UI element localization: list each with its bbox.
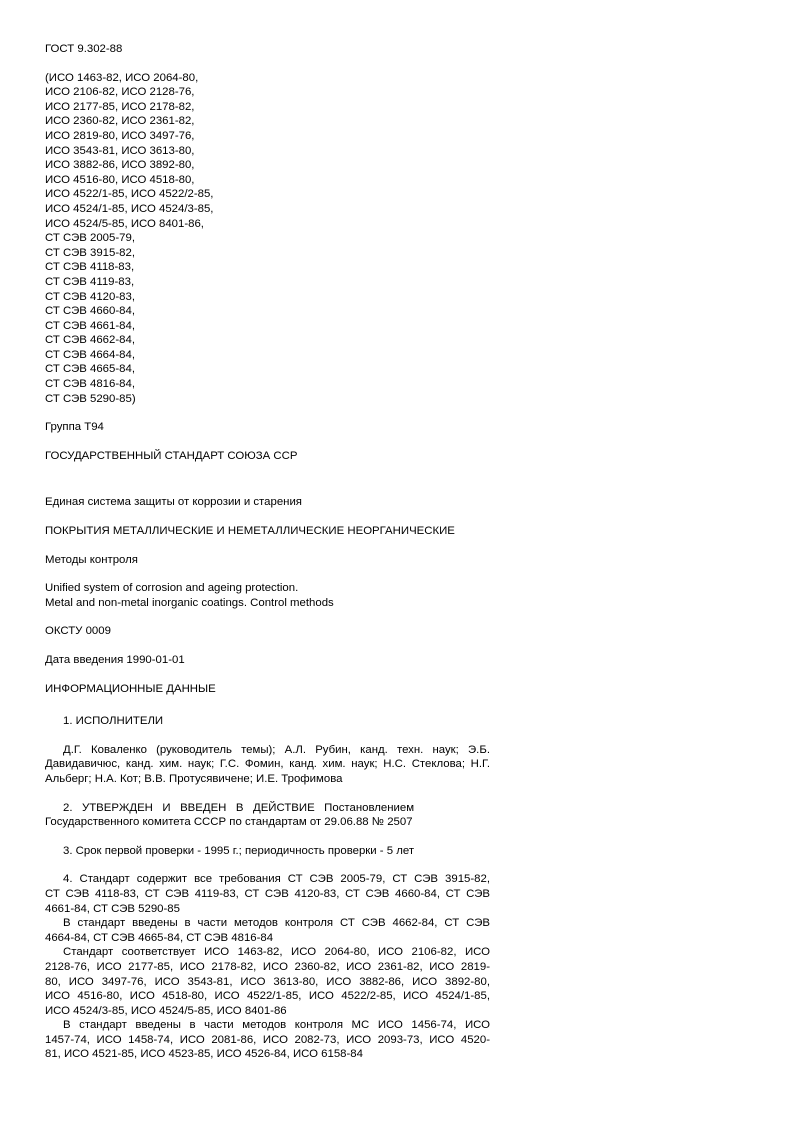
section-4-line: 4. Стандарт содержит все требования СТ СЭВ 2005-79, СТ СЭВ 3915-82, [63, 873, 490, 886]
section-4-body [45, 872, 490, 1062]
list-item: ИСО 2106-82, ИСО 2128-76, [45, 86, 195, 99]
document-page [45, 42, 490, 1062]
oksty-code: ОКСТУ 0009 [45, 625, 111, 638]
list-item: СТ СЭВ 4665-84, [45, 363, 135, 376]
section-2-body [45, 801, 490, 830]
section-1-line: Давидавичюс, канд. хим. наук; Г.С. Фомин, канд. хим. наук; Н.С. Стеклова; Н.Г. [45, 758, 490, 771]
replaced-standards-list [45, 71, 490, 407]
list-item: ИСО 2360-82, ИСО 2361-82, [45, 115, 195, 128]
list-item: ИСО 4524/1-85, ИСО 4524/3-85, [45, 202, 214, 215]
list-item: СТ СЭВ 5290-85) [45, 392, 136, 405]
list-item: ИСО 3543-81, ИСО 3613-80, [45, 144, 195, 157]
section-4-line: СТ СЭВ 4118-83, СТ СЭВ 4119-83, СТ СЭВ 4120-83, СТ СЭВ 4660-84, СТ СЭВ [45, 887, 490, 900]
intro-date: Дата введения 1990-01-01 [45, 654, 185, 666]
subtitle: Методы контроля [45, 553, 138, 566]
section-4-line: ИСО 4516-80, ИСО 4518-80, ИСО 4522/1-85, ИСО 4522/2-85, ИСО 4524/1-85, [45, 990, 490, 1003]
section-4-line: 4664-84, СТ СЭВ 4665-84, СТ СЭВ 4816-84 [45, 931, 274, 944]
section-4-line: 1457-74, ИСО 1458-74, ИСО 2081-86, ИСО 2082-73, ИСО 2093-73, ИСО 4520- [45, 1033, 490, 1046]
main-title: ПОКРЫТИЯ МЕТАЛЛИЧЕСКИЕ И НЕМЕТАЛЛИЧЕСКИЕ НЕОРГАНИЧЕСКИЕ [45, 525, 455, 538]
list-item: СТ СЭВ 3915-82, [45, 246, 135, 259]
list-item: СТ СЭВ 4662-84, [45, 334, 135, 347]
list-item: СТ СЭВ 4660-84, [45, 305, 135, 318]
list-item: ИСО 3882-86, ИСО 3892-80, [45, 159, 195, 172]
section-1-line: Д.Г. Коваленко (руководитель темы); А.Л. Рубин, канд. техн. наук; Э.Б. [63, 743, 490, 756]
doc-code: ГОСТ 9.302-88 [45, 43, 123, 55]
english-title-line: Metal and non-metal inorganic coatings. Control methods [45, 596, 334, 609]
state-standard-heading: ГОСУДАРСТВЕННЫЙ СТАНДАРТ СОЮЗА ССР [45, 449, 298, 462]
section-2-line: Государственного комитета СССР по стандартам от 29.06.88 № 2507 [45, 816, 413, 829]
list-item: ИСО 4522/1-85, ИСО 4522/2-85, [45, 188, 214, 201]
list-item: СТ СЭВ 4664-84, [45, 348, 135, 361]
list-item: ИСО 2177-85, ИСО 2178-82, [45, 100, 195, 113]
section-1-body [45, 743, 490, 787]
section-1-line: Альберг; Н.А. Кот; В.В. Протусявичене; И.Е. Трофимова [45, 772, 343, 785]
section-4-line: ИСО 4524/3-85, ИСО 4524/5-85, ИСО 8401-86 [45, 1004, 287, 1017]
list-item: СТ СЭВ 4119-83, [45, 275, 135, 288]
list-item: СТ СЭВ 4661-84, [45, 319, 135, 332]
list-item: СТ СЭВ 4816-84, [45, 378, 135, 391]
list-item: СТ СЭВ 2005-79, [45, 232, 135, 245]
info-heading: ИНФОРМАЦИОННЫЕ ДАННЫЕ [45, 682, 216, 695]
section-4-line: 2128-76, ИСО 2177-85, ИСО 2178-82, ИСО 2360-82, ИСО 2361-82, ИСО 2819- [45, 960, 490, 973]
section-2-line: 2. УТВЕРЖДЕН И ВВЕДЕН В ДЕЙСТВИЕ Постановлением [63, 801, 415, 814]
english-title-line: Unified system of corrosion and ageing protection. [45, 582, 299, 595]
list-item: ИСО 4516-80, ИСО 4518-80, [45, 173, 195, 186]
section-4-line: 81, ИСО 4521-85, ИСО 4523-85, ИСО 4526-84, ИСО 6158-84 [45, 1048, 363, 1061]
section-4-line: Стандарт соответствует ИСО 1463-82, ИСО 2064-80, ИСО 2106-82, ИСО [63, 946, 490, 959]
list-item: СТ СЭВ 4118-83, [45, 261, 135, 274]
section-4-line: 4661-84, СТ СЭВ 5290-85 [45, 902, 180, 915]
list-item: ИСО 4524/5-85, ИСО 8401-86, [45, 217, 204, 230]
section-4-line: 80, ИСО 3497-76, ИСО 3543-81, ИСО 3613-80, ИСО 3882-86, ИСО 3892-80, [45, 975, 490, 988]
section-4-line: В стандарт введены в части методов контроля СТ СЭВ 4662-84, СТ СЭВ [63, 917, 490, 930]
system-title: Единая система защиты от коррозии и старения [45, 496, 302, 509]
list-item: (ИСО 1463-82, ИСО 2064-80, [45, 71, 199, 84]
group-label: Группа Т94 [45, 421, 104, 434]
section-1-heading: 1. ИСПОЛНИТЕЛИ [63, 715, 164, 728]
section-4-line: В стандарт введены в части методов контроля МС ИСО 1456-74, ИСО [63, 1019, 490, 1032]
section-3-text: 3. Срок первой проверки - 1995 г.; периодичность проверки - 5 лет [63, 844, 415, 857]
list-item: СТ СЭВ 4120-83, [45, 290, 135, 303]
list-item: ИСО 2819-80, ИСО 3497-76, [45, 129, 195, 142]
